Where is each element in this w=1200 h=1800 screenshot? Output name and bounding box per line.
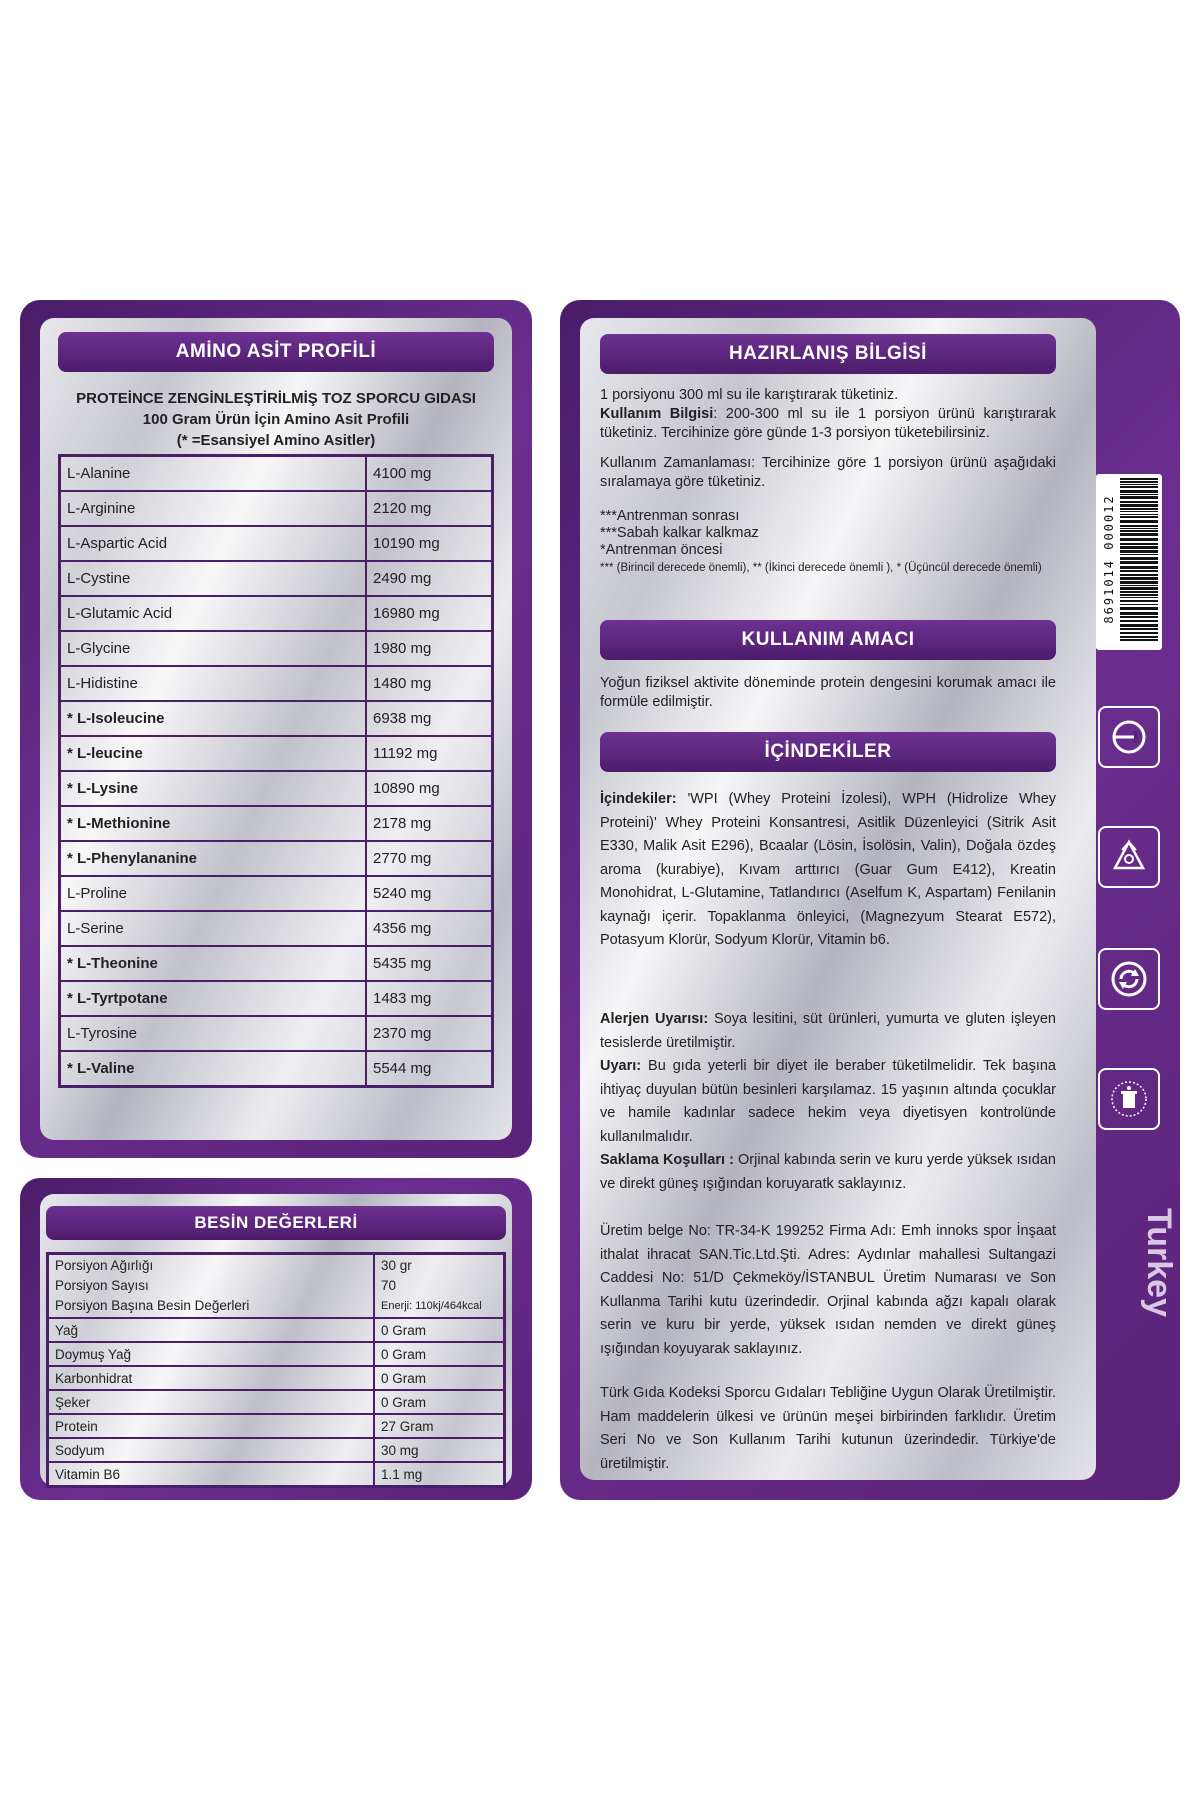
- amino-value: 1980 mg: [366, 631, 493, 666]
- amino-name: * L-Methionine: [60, 806, 367, 841]
- amino-subtitle-2: 100 Gram Ürün İçin Amino Asit Profili: [142, 411, 410, 428]
- bin-disposal-icon: [1098, 1068, 1160, 1130]
- allergen-warning: [600, 1008, 1056, 1055]
- amino-row: [60, 806, 493, 841]
- ingredients-body: 'WPI (Whey Proteini İzolesi), WPH (Hidrolize Whey Proteini)' Whey Proteini Konsantresi, Asitlik Düzenleyici (Sitrik Asit E330, Malik Asit E296), Bcaalar (Lösin, İsolösin, Valin), Doğala özdeş aroma (kurabiye), Kıvam arttırıcı (Guar Gum E412), Kreatin Monohidrat, L-Glutamine, Tatlandırıcı (Aselfum K, Aspartam) Fenilanin kaynağı içerir. Topaklanma önleyici, (Magnezyum Stearat E572), Potasyum Klorür, Sodyum Klorür, Vitamin b6.: [600, 791, 1057, 948]
- amino-row: [60, 526, 493, 561]
- amino-value: 4356 mg: [366, 911, 493, 946]
- usage-timing-text: Kullanım Zamanlaması: Tercihinize göre 1 porsiyon ürünü aşağıdaki sıralamaya göre tüketiniz.: [600, 455, 1056, 490]
- nutrition-card: [40, 1194, 512, 1486]
- amino-row: [60, 771, 493, 806]
- amino-name: * L-Phenylananine: [60, 841, 367, 876]
- preparation-line: 1 porsiyonu 300 ml su ile karıştırarak tüketiniz.: [600, 387, 899, 403]
- amino-acid-card: [40, 318, 512, 1140]
- amino-name: L-Tyrosine: [60, 1016, 367, 1051]
- amino-row: [60, 631, 493, 666]
- amino-acid-table: [58, 454, 494, 1088]
- usage-order-3: *Antrenman öncesi: [600, 542, 723, 558]
- amino-name: L-Proline: [60, 876, 367, 911]
- preparation-header: HAZIRLANIŞ BİLGİSİ: [600, 334, 1056, 374]
- nutrition-value: 0 Gram: [374, 1342, 505, 1366]
- storage-conditions: [600, 1149, 1056, 1196]
- warning-label: Uyarı:: [600, 1058, 642, 1074]
- amino-value: 10190 mg: [366, 526, 493, 561]
- storage-label: Saklama Koşulları :: [600, 1152, 734, 1168]
- amino-name: * L-leucine: [60, 736, 367, 771]
- info-panel: [560, 300, 1180, 1500]
- usage-order-2: ***Sabah kalkar kalkmaz: [600, 525, 759, 541]
- general-warning: [600, 1055, 1056, 1149]
- amino-value: 2770 mg: [366, 841, 493, 876]
- amino-value: 5544 mg: [366, 1051, 493, 1087]
- amino-row: [60, 701, 493, 736]
- energy-value: Enerji: 110kj/464kcal: [381, 1300, 482, 1312]
- amino-name: * L-Theonine: [60, 946, 367, 981]
- amino-value: 1483 mg: [366, 981, 493, 1016]
- usage-info: [600, 405, 1056, 443]
- nutrition-label: Yağ: [48, 1318, 375, 1342]
- amino-row: [60, 596, 493, 631]
- ingredients-label: İçindekiler:: [600, 791, 677, 807]
- portion-count-value: 70: [381, 1278, 397, 1293]
- amino-value: 5435 mg: [366, 946, 493, 981]
- recycle-icon: [1098, 826, 1160, 888]
- nutrition-value: 1.1 mg: [374, 1462, 505, 1487]
- warnings-text: [600, 1008, 1056, 1196]
- nutrition-label: Vitamin B6: [48, 1462, 375, 1487]
- usage-order-1: ***Antrenman sonrası: [600, 508, 740, 524]
- amino-row: [60, 561, 493, 596]
- e-mark-icon: [1098, 706, 1160, 768]
- warning-body: Bu gıda yeterli bir diyet ile beraber tüketilmelidir. Tek başına ihtiyaç duyulan bütün besinleri karşılamaz. 15 yaşının altında çocuklar ve hamile kadınlar sadece hekim veya diyetisyen kontrolünde kullanılmalıdır.: [600, 1058, 1056, 1145]
- amino-subtitle-1: PROTEİNCE ZENGİNLEŞTİRİLMİŞ TOZ SPORCU GIDASI: [76, 390, 476, 407]
- per-portion-label: Porsiyon Başına Besin Değerleri: [55, 1298, 250, 1313]
- amino-name: * L-Isoleucine: [60, 701, 367, 736]
- nutrition-value: 30 mg: [374, 1438, 505, 1462]
- amino-row: [60, 1016, 493, 1051]
- importance-note: *** (Birincil derecede önemli), ** (İkinci derecede önemli ), * (Üçüncül derecede önemli): [600, 562, 1042, 574]
- amino-value: 11192 mg: [366, 736, 493, 771]
- amino-name: * L-Valine: [60, 1051, 367, 1087]
- nutrition-row: [48, 1462, 505, 1487]
- amino-row: [60, 911, 493, 946]
- amino-row: [60, 981, 493, 1016]
- nutrition-top-labels: [48, 1254, 375, 1319]
- nutrition-value: 0 Gram: [374, 1318, 505, 1342]
- nutrition-panel: [20, 1178, 532, 1500]
- amino-row: [60, 666, 493, 701]
- amino-name: * L-Tyrtpotane: [60, 981, 367, 1016]
- nutrition-label: Protein: [48, 1414, 375, 1438]
- nutrition-row: [48, 1366, 505, 1390]
- nutrition-label: Şeker: [48, 1390, 375, 1414]
- nutrition-label: Karbonhidrat: [48, 1366, 375, 1390]
- amino-row: [60, 491, 493, 526]
- nutrition-table: [46, 1252, 506, 1488]
- preparation-text: [600, 386, 1056, 443]
- refresh-arrows-icon: [1098, 948, 1160, 1010]
- usage-purpose-text: Yoğun fiziksel aktivite döneminde protein dengesini korumak amacı ile formüle edilmiştir.: [600, 675, 1056, 710]
- nutrition-label: Sodyum: [48, 1438, 375, 1462]
- storage-body: Orjinal kabında serin ve kuru yerde yüksek ısıdan ve direkt güneş ışığından koruyaratk saklayınız.: [600, 1152, 1056, 1192]
- nutrition-value: 27 Gram: [374, 1414, 505, 1438]
- country-label: Turkey: [1140, 1208, 1178, 1317]
- nutrition-header: BESİN DEĞERLERİ: [46, 1206, 506, 1240]
- ingredients-header: İÇİNDEKİLER: [600, 732, 1056, 772]
- usage-info-label: Kullanım Bilgisi: [600, 406, 714, 422]
- amino-value: 10890 mg: [366, 771, 493, 806]
- codex-info: Türk Gıda Kodeksi Sporcu Gıdaları Tebliğine Uygun Olarak Üretilmiştir. Ham maddelerin ülkesi ve ürünün meşei birbirinden farklıdır. Üretim Seri No ve Son Kullanım Tarihi kutunun üzerindedir. Türkiye'de üretilmiştir.: [600, 1385, 1056, 1472]
- nutrition-row: [48, 1414, 505, 1438]
- amino-value: 2370 mg: [366, 1016, 493, 1051]
- amino-value: 1480 mg: [366, 666, 493, 701]
- portion-weight-value: 30 gr: [381, 1258, 412, 1273]
- nutrition-top-row: [48, 1254, 505, 1319]
- portion-weight-label: Porsiyon Ağırlığı: [55, 1258, 154, 1273]
- barcode: [1096, 474, 1162, 650]
- amino-name: * L-Lysine: [60, 771, 367, 806]
- amino-name: L-Cystine: [60, 561, 367, 596]
- nutrition-row: [48, 1438, 505, 1462]
- amino-row: [60, 946, 493, 981]
- amino-name: L-Aspartic Acid: [60, 526, 367, 561]
- production-info: Üretim belge No: TR-34-K 199252 Firma Adı: Emh innoks spor İnşaat ithalat ihracat SAN.Tic.Ltd.Şti. Adres: Aydınlar mahallesi Sultangazi Caddesi No: 51/D Çekmeköy/İSTANBUL Üretim Numarası ve Son Kullanma Tarihi kutu üzerindedir. Orjinal kabında ağzı kapalı olarak serin ve kuru bir yerde, yüksek ısıdan nemden ve direkt güneş ışığından koyuyarak saklayınız.: [600, 1223, 1056, 1357]
- amino-name: L-Serine: [60, 911, 367, 946]
- info-card: [580, 318, 1096, 1480]
- nutrition-row: [48, 1342, 505, 1366]
- portion-count-label: Porsiyon Sayısı: [55, 1278, 149, 1293]
- nutrition-top-values: [374, 1254, 505, 1319]
- amino-value: 2178 mg: [366, 806, 493, 841]
- nutrition-row: [48, 1390, 505, 1414]
- amino-name: L-Hidistine: [60, 666, 367, 701]
- amino-value: 2120 mg: [366, 491, 493, 526]
- amino-value: 6938 mg: [366, 701, 493, 736]
- amino-value: 5240 mg: [366, 876, 493, 911]
- allergen-label: Alerjen Uyarısı:: [600, 1011, 709, 1027]
- amino-value: 16980 mg: [366, 596, 493, 631]
- amino-acid-header: AMİNO ASİT PROFİLİ: [58, 332, 494, 372]
- amino-value: 2490 mg: [366, 561, 493, 596]
- amino-row: [60, 876, 493, 911]
- nutrition-label: Doymuş Yağ: [48, 1342, 375, 1366]
- nutrition-value: 0 Gram: [374, 1390, 505, 1414]
- nutrition-row: [48, 1318, 505, 1342]
- amino-value: 4100 mg: [366, 456, 493, 492]
- usage-purpose-header: KULLANIM AMACI: [600, 620, 1056, 660]
- amino-name: L-Glutamic Acid: [60, 596, 367, 631]
- amino-row: [60, 1051, 493, 1087]
- allergen-body: Soya lesitini, süt ürünleri, yumurta ve gluten işleyen tesislerde üretilmiştir.: [600, 1011, 1056, 1051]
- amino-acid-panel: [20, 300, 532, 1158]
- amino-row: [60, 456, 493, 492]
- amino-name: L-Alanine: [60, 456, 367, 492]
- barcode-number: 8691014 000012: [1102, 494, 1116, 624]
- amino-name: L-Arginine: [60, 491, 367, 526]
- amino-name: L-Glycine: [60, 631, 367, 666]
- nutrition-value: 0 Gram: [374, 1366, 505, 1390]
- usage-order-list: [600, 508, 1056, 559]
- amino-subtitle-3: (* =Esansiyel Amino Asitler): [176, 432, 376, 449]
- amino-row: [60, 841, 493, 876]
- ingredients-text: [600, 788, 1056, 953]
- usage-info-text: : 200-300 ml su ile 1 porsiyon ürünü karıştırarak tüketiniz. Tercihinize göre günde 1-3 porsiyon tüketebilirsiniz.: [600, 406, 1056, 441]
- amino-row: [60, 736, 493, 771]
